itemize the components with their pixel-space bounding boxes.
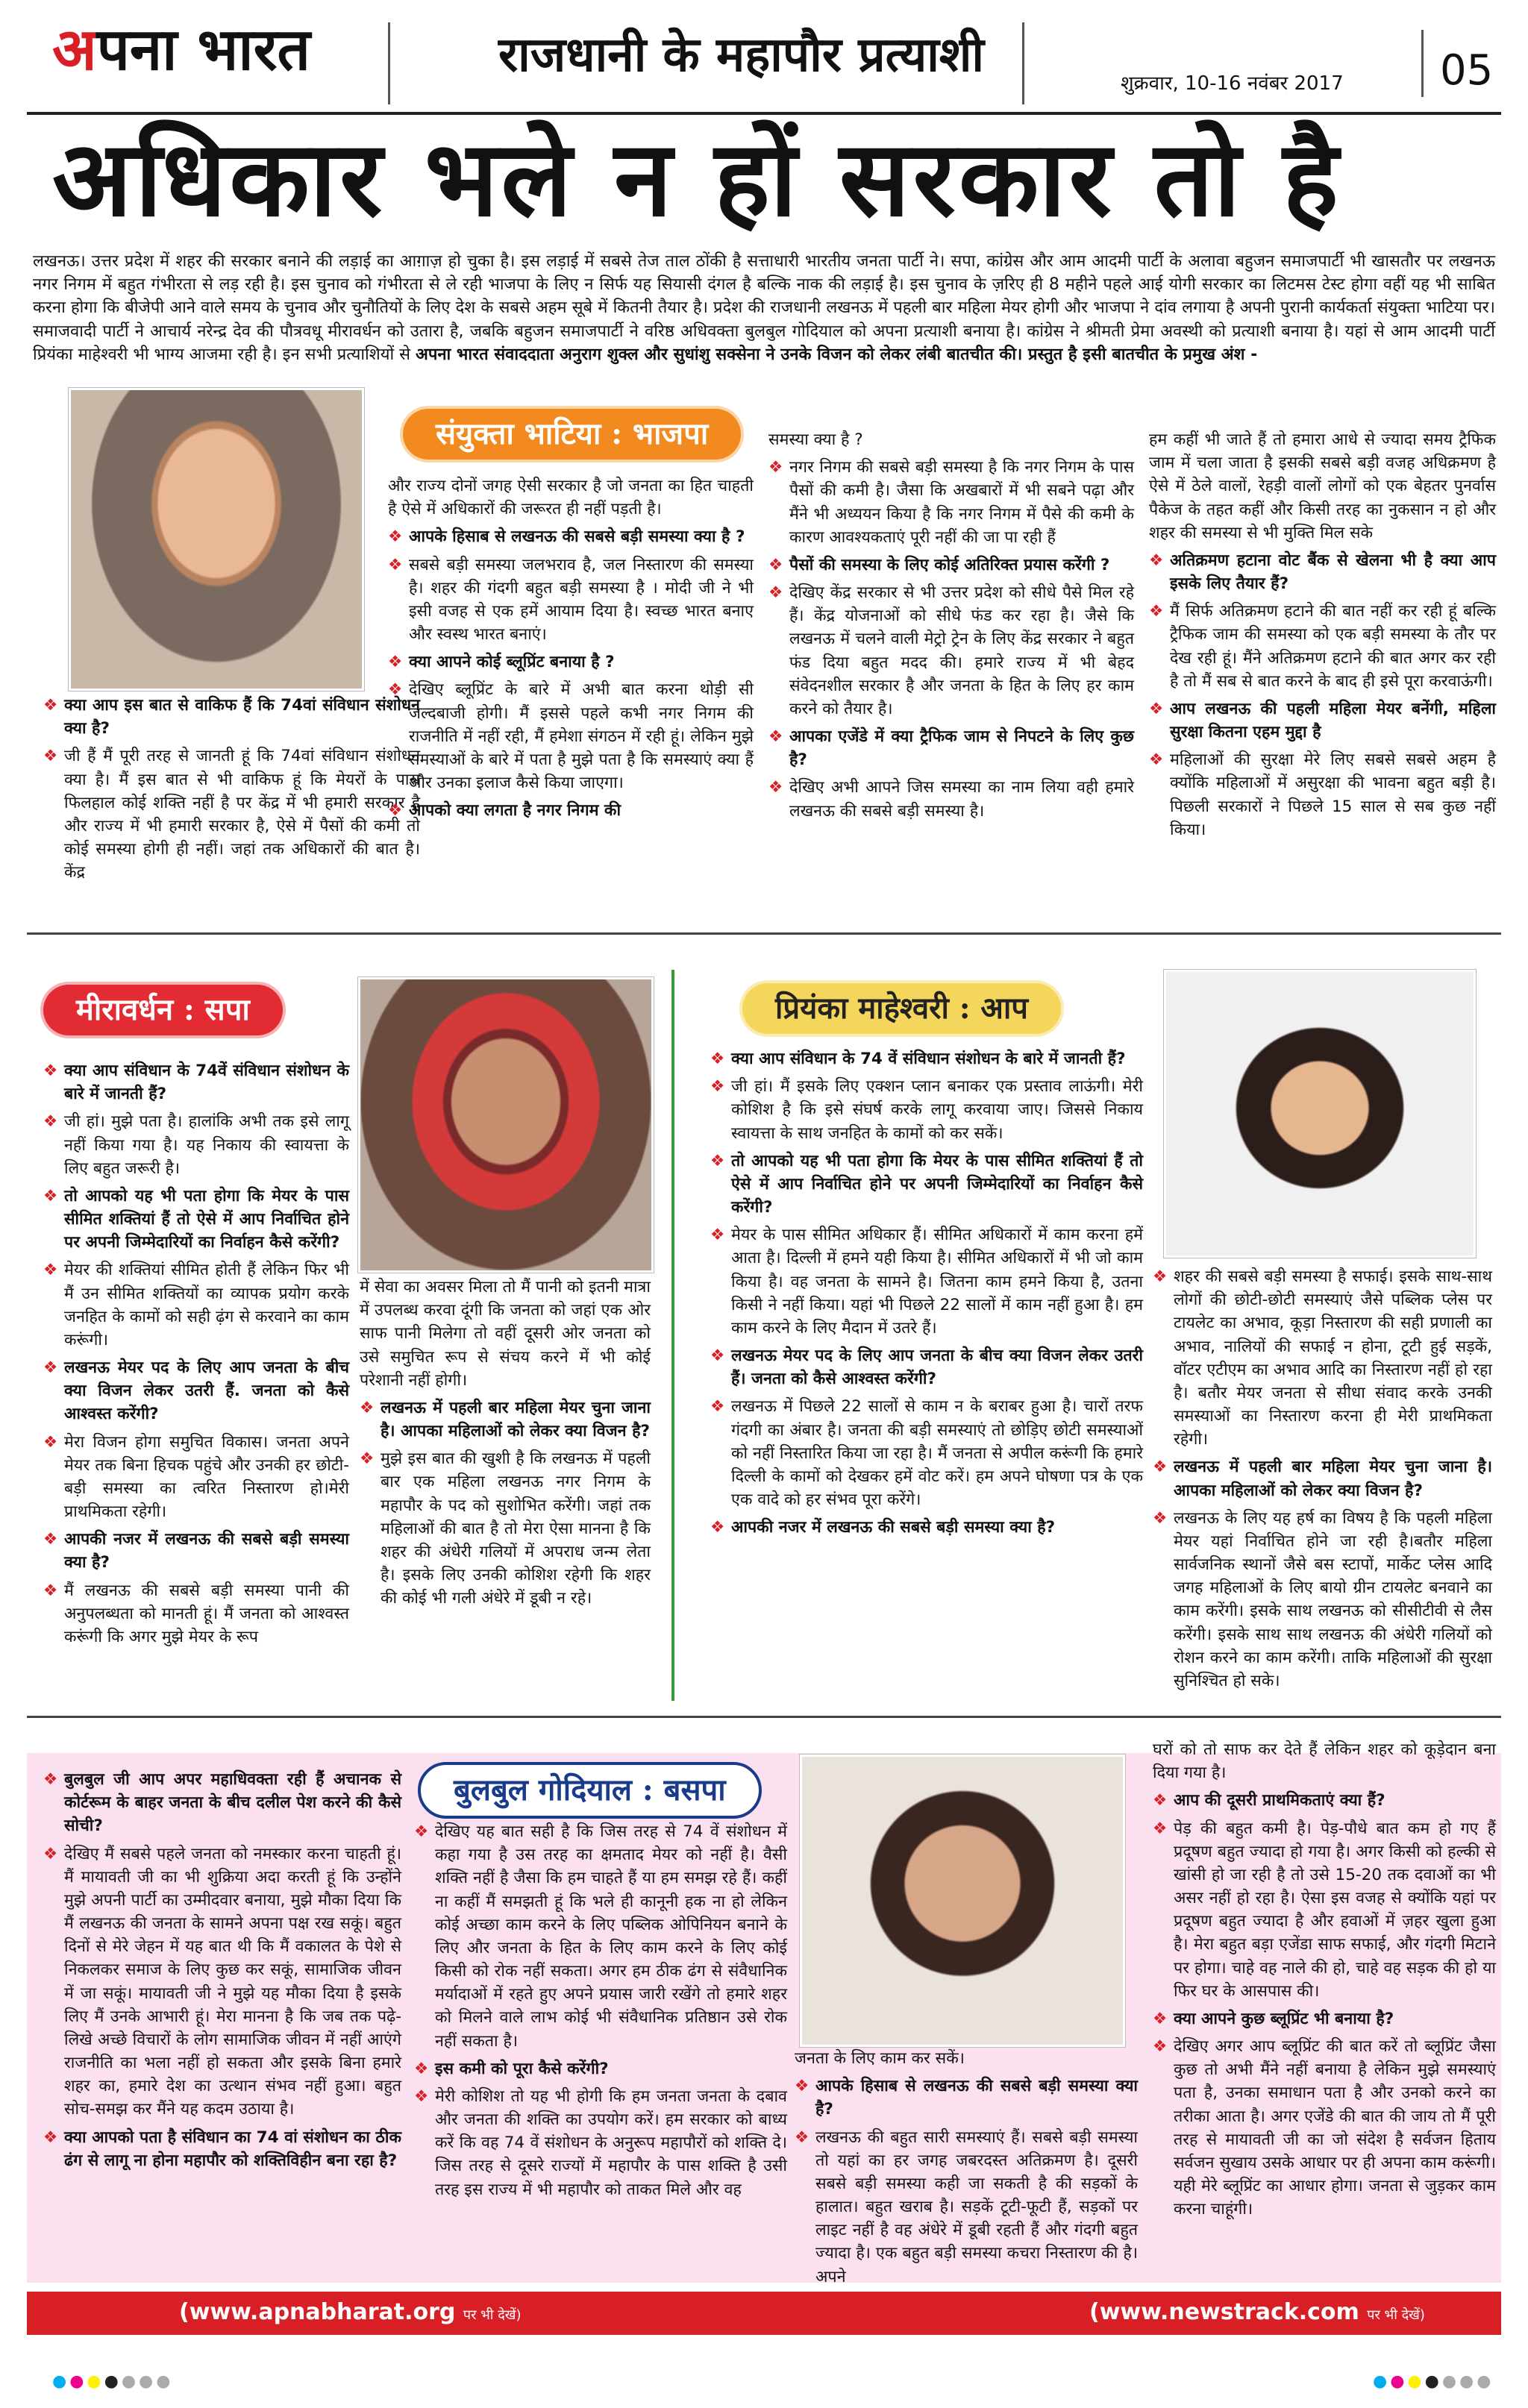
section4-col4: [1153, 1738, 1496, 2225]
interview-question: ❖ आप लखनऊ की पहली महिला मेयर बनेंगी, महिला सुरक्षा कितना एहम मुद्दा है: [1149, 697, 1496, 744]
interview-question: ❖ तो आपको यह भी पता होगा कि मेयर के पास सीमित शक्तियां हैं तो ऐसे में आप निर्वाचित होने पर अपनी जिम्मेदारियों का निर्वाहन कैसे करेंगी?: [43, 1185, 349, 1255]
candidate-photo-priyanka-maheshwari: [1164, 970, 1476, 1258]
section-divider: [27, 1716, 1501, 1718]
interview-answer: ❖ देखिए यह बात सही है कि जिस तरह से 74 वें संशोधन में कहा गया है उस तरह का क्षमताद मेयर को नहीं है। वैसी शक्ति नहीं है जैसा कि हम चाहते हैं या हम समझ रहे हैं। कहीं ना कहीं मैं समझती हूं कि भले ही कानूनी हक ना हो लेकिन कोई अच्छा काम करने के लिए पब्लिक ओपिनियन बनाने के लिए और जनता के हित के लिए काम करने के लिए कोई किसी को रोक नहीं सकता। अगर हम ठीक ढंग से संवैधानिक मर्यादाओं में रहते हुए अपने प्रयास जारी रखेंगे तो हमारे शहर को मिलने वाले लाभ कोई भी संवैधानिक प्रतिष्ठान उसे रोक नहीं सकता है।: [414, 1820, 787, 2053]
interview-answer: ❖ देखिए मैं सबसे पहले जनता को नमस्कार करना चाहती हूं। मैं मायावती जी का भी शुक्रिया अदा करती हूं कि उन्होंने मुझे अपनी पार्टी का उम्मीदवार बनाया, मुझे मौका दिया कि मैं लखनऊ की जनता के सामने अपना पक्ष रख सकूं। बहुत दिनों से मेरे जेहन में यह बात थी कि मैं वकालत के पेशे से निकलकर समाज के लिए कुछ कर सकूं, सामाजिक जीवन में जा सकूं। मायावती जी ने मुझे यह मौका दिया है इसके लिए मैं उनके आभारी हूं। मेरा मानना है कि जब तक पढ़े-लिखे अच्छे विचारों के लोग सामाजिक जीवन में नहीं आएंगे राजनीति का भला नहीं हो सकता और इसके बिना हमारे शहर का, हमारे देश का उत्थान संभव नहीं हुआ। बहुत सोच-समझ कर मैंने यह कदम उठाया है।: [43, 1843, 401, 2122]
interview-answer: ❖ जी हैं मैं पूरी तरह से जानती हूं कि 74वां संविधान संशोधन क्या है। मैं इस बात से भी वाकिफ हूं कि मेयरों के पास फिलहाल कोई शक्ति नहीं है पर केंद्र में भी हमारी सरकार है और राज्य में भी हमारी सरकार है, ऐसे में पैसों की कमी तो कोई समस्या होगी ही नहीं। जहां तक अधिकारों की बात है। केंद्र: [43, 744, 420, 884]
interview-question: ❖ क्या आपने कोई ब्लूप्रिंट बनाया है ?: [388, 650, 754, 674]
interview-answer: ❖ लखनऊ की बहुत सारी समस्याएं हैं। सबसे बड़ी समस्या तो यहां का हर जगह जबरदस्त अतिक्रमण है। दूसरी सबसे बड़ी समस्या कही जा सकती है की सड़कों के हालात। बहुत खराब है। सड़कें टूटी-फूटी हैं, सड़कों पर लाइट नहीं है वह अंधेरे में डूबी रहती हैं और गंदगी बहुत ज्यादा है। एक बहुत बड़ी समस्या कचरा निस्तारण की है। अपने: [795, 2126, 1138, 2289]
interview-answer: ❖ देखिए केंद्र सरकार से भी उत्तर प्रदेश को सीधे पैसे मिल रहे हैं। केंद्र योजनाओं को सीधे फंड कर रहा है। जैसे कि लखनऊ में चलने वाली मेट्रो ट्रेन के लिए केंद्र सरकार ने बहुत फंड दिया बहुत मदद की। हमारे राज्य में भी बेहद संवेदनशील सरकार है और जनता के हित के लिए हर काम करने को तैयार है।: [768, 581, 1134, 721]
interview-answer: ❖ जी हां। मैं इसके लिए एक्शन प्लान बनाकर एक प्रस्ताव लाऊंगी। मेरी कोशिश है कि इसे संघर्ष करके लागू करवाया जाए। जिससे निकाय स्वायत्ता के साथ जनहित के कामों को कर सकें।: [710, 1075, 1143, 1145]
interview-question: ❖ क्या आपको पता है संविधान का 74 वां संशोधन का ठीक ढंग से लागू ना होना महापौर को शक्तिविहीन बना रहा है?: [43, 2126, 401, 2172]
interview-question: ❖ लखनऊ मेयर पद के लिए आप जनता के बीच क्या विजन लेकर उतरी हैं. जनता को कैसे आश्वस्त करेंगी?: [43, 1356, 349, 1426]
interview-answer: ❖ लखनऊ में पिछले 22 सालों से काम न के बराबर हुआ है। चारों तरफ गंदगी का अंबार है। जनता की बड़ी समस्याएं तो छोड़िए छोटी समस्याओं को नहीं निस्तारित किया जा रहा है। मैं जनता से अपील करूंगी कि हमारे दिल्ली के कामों को देखकर हमें वोट करें। हम अपने घोषणा पत्र के एक एक वादे को हर संभव पूरा करेंगे।: [710, 1395, 1143, 1511]
interview-answer: ❖ मुझे इस बात की खुशी है कि लखनऊ में पहली बार एक महिला लखनऊ नगर निगम के महापौर के पद को सुशोभित करेंगी। जहां तक महिलाओं की बात है तो मेरा ऐसा मानना है कि शहर की अंधेरी गलियों में अपराध जन्म लेता है। इसके लिए उनकी कोशिश रहेगी कि शहर की कोई भी गली अंधेरे में डूबी न रहे।: [360, 1447, 651, 1610]
interview-question: ❖ क्या आप संविधान के 74वें संविधान संशोधन के बारे में जानती हैं?: [43, 1059, 349, 1106]
section2-col2: [360, 1276, 651, 1614]
interview-question: ❖ क्या आपने कुछ ब्लूप्रिंट भी बनाया है?: [1153, 2007, 1496, 2031]
intro-text: लखनऊ। उत्तर प्रदेश में शहर की सरकार बनाने की लड़ाई का आग़ाज़ हो चुका है। इस लड़ाई में सबसे तेज ताल ठोंकी है सत्ताधारी भारतीय जनता पार्टी ने। सपा, कांग्रेस और आम आदमी पार्टी के अलावा बहुजन समाजपार्टी भी खासतौर पर लखनऊ नगर निगम में बहुत गंभीरता से लड़ रही है। इस चुनाव को गंभीरता से ले रही भाजपा के लिए न सिर्फ यह सियासी दंगल है बल्कि नाक की लड़ाई है। इस चुनाव के ज़रिए ही 8 महीने पहले आई योगी सरकार का लिटमस टेस्ट होगा वहीं यह भी साबित करना होगा कि बीजेपी आने वाले समय के चुनाव और चुनौतियों के लिए देश के सबसे अहम सूबे में कितनी तैयार है। प्रदेश की राजधानी लखनऊ में पहली बार महिला मेयर होगी और भाजपा ने दांव लगाया है अपनी पुरानी कार्यकर्ता संयुक्ता भाटिया पर। समाजवादी पार्टी ने आचार्य नरेन्द्र देव की पौत्रवधू मीरावर्धन को उतारा है, जबकि बहुजन समाजपार्टी ने वरिष्ठ अधिवक्ता बुलबुल गोदियाल को अपना प्रत्याशी बनाया है। कांग्रेस ने श्रीमती प्रेमा अवस्थी को प्रत्याशी बनाया है। यहां से आम आदमी पार्टी प्रियंका माहेश्वरी भी भाग्य आजमा रही है। इन सभी प्रत्याशियों से: [33, 252, 1495, 364]
candidate-photo-meera-vardhan: [358, 977, 654, 1273]
article-paragraph: समस्या क्या है ?: [768, 430, 863, 449]
issue-date: शुक्रवार, 10-16 नवंबर 2017: [1121, 72, 1344, 95]
masthead-divider: [1421, 30, 1424, 97]
section3-col2: [1153, 1265, 1492, 1697]
newspaper-logo: [52, 16, 310, 84]
candidate-photo-sanyukta-bhatia: [69, 388, 364, 691]
interview-question: ❖ आपके हिसाब से लखनऊ की सबसे बड़ी समस्या क्या है?: [795, 2075, 1138, 2121]
article-paragraph: हम कहीं भी जाते हैं तो हमारा आधे से ज्यादा समय ट्रैफिक जाम में चला जाता है इसकी सबसे बड़ी वजह अधिक्रमण है ऐसे में ठेले वालों, रेहड़ी वालों लोगों को एक बेहतर पुनर्वास पैकेज के तहत कहीं और किसी तरह का नुकसान न हो और शहर की समस्या से भी मुक्ति मिल सके: [1149, 430, 1496, 542]
print-registration-dots: ●●●●●●●: [52, 2372, 174, 2391]
section1-col2: [388, 474, 754, 827]
candidate-badge-bsp: बुलबुल गोदियाल : बसपा: [418, 1762, 762, 1819]
section2-col1: [43, 1059, 349, 1653]
interview-question: ❖ इस कमी को पूरा कैसे करेंगी?: [414, 2057, 787, 2081]
interview-question: ❖ लखनऊ में पहली बार महिला मेयर चुना जाना है। आपका महिलाओं को लेकर क्या विजन है?: [360, 1396, 651, 1443]
interview-answer: ❖ देखिए अगर आप ब्लूप्रिंट की बात करें तो ब्लूप्रिंट जैसा कुछ तो अभी मैंने नहीं बनाया है लेकिन मुझे समस्याएं पता है, उनका समाधान पता है और उनको करने का तरीका आता है। अगर एजेंडे की बात की जाय तो मैं पूरी तरह से मायावती जी का जो संदेश है सर्वजन हिताय सर्वजन सुखाय उसके आधार पर ही अपना काम करूंगी। यही मेरे ब्लूप्रिंट का आधार होगा। जनता से जुड़कर काम करना चाहूंगी।: [1153, 2035, 1496, 2221]
masthead-divider: [1022, 22, 1024, 104]
interview-question: ❖ आपकी नजर में लखनऊ की सबसे बड़ी समस्या क्या है?: [710, 1516, 1143, 1539]
interview-answer: ❖ मेरा विजन होगा समुचित विकास। जनता अपने मेयर तक बिना हिचक पहुंचे और उनकी हर छोटी-बड़ी समस्या का त्वरित निस्तारण हो।मेरी प्राथमिकता रहेगी।: [43, 1431, 349, 1524]
main-headline: अधिकार भले न हों सरकार तो है: [52, 118, 1341, 240]
interview-answer: ❖ मेरी कोशिश तो यह भी होगी कि हम जनता जनता के दबाव और जनता की शक्ति का उपयोग करें। हम सरकार को बाध्य करें कि वह 74 वें संशोधन के अनुरूप महापौरों को शक्ति दे। जिस तरह से दूसरे राज्यों में महापौर के पास शक्ति है उसी तरह इस राज्य में भी महापौर को ताकत मिले और वह: [414, 2085, 787, 2201]
footer-website-left[interactable]: [179, 2299, 522, 2325]
interview-question: ❖ आपको क्या लगता है नगर निगम की: [388, 799, 754, 822]
interview-answer: ❖ देखिए अभी आपने जिस समस्या का नाम लिया वही हमारे लखनऊ की सबसे बड़ी समस्या है।: [768, 776, 1134, 822]
article-paragraph: और राज्य दोनों जगह ऐसी सरकार है जो जनता का हित चाहती है ऐसे में अधिकारों की जरूरत ही नहीं पड़ती है।: [388, 477, 754, 519]
masthead-divider: [388, 22, 390, 104]
interview-question: ❖ आपके हिसाब से लखनऊ की सबसे बड़ी समस्या क्या है ?: [388, 525, 754, 548]
intro-credit: अपना भारत संवाददाता अनुराग शुक्ल और सुधांशु सक्सेना ने उनके विजन को लेकर लंबी बातचीत की। प्रस्तुत है इसी बातचीत के प्रमुख अंश -: [416, 345, 1258, 364]
interview-question: ❖ लखनऊ में पहली बार महिला मेयर चुना जाना है। आपका महिलाओं को लेकर क्या विजन है?: [1153, 1455, 1492, 1502]
candidate-badge-aap: प्रियंका माहेश्वरी : आप: [742, 983, 1061, 1034]
section1-col3: [768, 428, 1134, 827]
logo-rest: पना भारत: [96, 16, 310, 84]
page-number: 05: [1440, 46, 1494, 95]
footer-left-suffix: पर भी देखें): [463, 2307, 522, 2323]
section4-col1: [43, 1768, 401, 2177]
interview-answer: ❖ पेड़ की बहुत कमी है। पेड़-पौधे बात कम हो गए हैं प्रदूषण बहुत ज्यादा हो गया है। अगर किसी को हल्की से खांसी हो जा रही है तो उसे 15-20 तक दवाओं का भी असर नहीं हो रहा है। ऐसा इस वजह से क्योंकि यहां पर प्रदूषण बहुत ज्यादा है और हवाओं में ज़हर खुला हुआ है। मेरा बहुत बड़ा एजेंडा साफ सफाई, और गंदगी मिटाने पर होगा। चाहे वह नाले की हो, चाहे वह सड़क की हो या फिर घर के आसपास की।: [1153, 1817, 1496, 2003]
section4-col2: [414, 1820, 787, 2206]
interview-question: ❖ लखनऊ मेयर पद के लिए आप जनता के बीच क्या विजन लेकर उतरी हैं। जनता को कैसे आश्वस्त करेंगी?: [710, 1344, 1143, 1390]
interview-question: ❖ तो आपको यह भी पता होगा कि मेयर के पास सीमित शक्तियां हैं तो ऐसे में आप निर्वाचित होने पर अपनी जिम्मेदारियों का निर्वाहन कैसे करेंगी?: [710, 1150, 1143, 1220]
article-paragraph: में सेवा का अवसर मिला तो मैं पानी को इतनी मात्रा में उपलब्ध करवा दूंगी कि जनता को जहां एक ओर साफ पानी मिलेगा तो वहीं दूसरी ओर जनता को उसे समुचित रूप से संचय करने में भी कोई परेशानी नहीं होगी।: [360, 1278, 651, 1390]
interview-question: ❖ अतिक्रमण हटाना वोट बैंक से खेलना भी है क्या आप इसके लिए तैयार हैं?: [1149, 549, 1496, 595]
footer-right-suffix: पर भी देखें): [1367, 2307, 1425, 2323]
section-divider: [27, 932, 1501, 935]
interview-answer: ❖ जी हां। मुझे पता है। हालांकि अभी तक इसे लागू नहीं किया गया है। यह निकाय की स्वायत्ता के लिए बहुत जरूरी है।: [43, 1110, 349, 1180]
column-divider: [671, 970, 674, 1701]
article-paragraph: जनता के लिए काम कर सकें।: [795, 2049, 965, 2068]
candidate-badge-bjp: संयुक्ता भाटिया : भाजपा: [403, 409, 741, 460]
interview-question: ❖ क्या आप संविधान के 74 वें संविधान संशोधन के बारे में जानती हैं?: [710, 1047, 1143, 1070]
interview-question: ❖ पैसों की समस्या के लिए कोई अतिरिक्त प्रयास करेंगी ?: [768, 554, 1134, 577]
intro-paragraph: [33, 250, 1495, 366]
footer-left-url[interactable]: (www.apnabharat.org: [179, 2299, 456, 2325]
footer-website-right[interactable]: [1089, 2299, 1425, 2325]
interview-answer: ❖ शहर की सबसे बड़ी समस्या है सफाई। इसके साथ-साथ लोगों की छोटी-छोटी समस्याएं जैसे पब्लिक प्लेस पर टायलेट का अभाव, कूड़ा निस्तारण की सही प्रणाली का अभाव, नालियों की सफाई न होना, टूटी हुई सड़कें, वॉटर एटीएम का अभाव आदि का निस्तारण नहीं हो रहा है। बतौर मेयर जनता से सीधा संवाद करके उनकी समस्याओं का निस्तारण करना ही मेरी प्राथमिकता रहेगी।: [1153, 1265, 1492, 1451]
interview-answer: ❖ मेयर की शक्तियां सीमित होती हैं लेकिन फिर भी मैं उन सीमित शक्तियों का व्यापक प्रयोग करके जनहित के कामों को सही ढ़ंग से करवाने का काम करूंगी।: [43, 1258, 349, 1352]
interview-answer: ❖ लखनऊ के लिए यह हर्ष का विषय है कि पहली महिला मेयर यहां निर्वाचित होने जा रही है।बतौर महिला सार्वजनिक स्थानों जैसे बस स्टापों, मार्केट प्लेस आदि जगह महिलाओं के लिए बायो ग्रीन टायलेट बनवाने का काम करेंगी। इसके साथ लखनऊ को सीसीटीवी से लैस करेंगी। इसके साथ साथ लखनऊ की अंधेरी गलियों को रोशन करने का काम करेंगी। ताकि महिलाओं की सुरक्षा सुनिश्चित हो सके।: [1153, 1507, 1492, 1693]
footer-right-url[interactable]: (www.newstrack.com: [1089, 2299, 1359, 2325]
interview-answer: ❖ नगर निगम की सबसे बड़ी समस्या है कि नगर निगम के पास पैसों की कमी है। जैसा कि अखबारों में भी सबने पढ़ा और मैंने भी अध्ययन किया है कि नगर निगम में पैसे की कमी के कारण आवश्यकताएं पूरी नहीं की जा पा रही हैं: [768, 456, 1134, 549]
print-registration-dots: ●●●●●●●: [1373, 2372, 1494, 2391]
section1-col1: [43, 694, 420, 888]
section-title: राजधानी के महापौर प्रत्याशी: [498, 27, 984, 83]
article-paragraph: घरों को तो साफ कर देते हैं लेकिन शहर को कूड़ेदान बना दिया गया है।: [1153, 1740, 1496, 1783]
section3-col1: [710, 1047, 1143, 1543]
interview-answer: ❖ मैं लखनऊ की सबसे बड़ी समस्या पानी की अनुपलब्धता को मानती हूं। मैं जनता को आश्वस्त करूंगी कि अगर मुझे मेयर के रूप: [43, 1579, 349, 1649]
interview-question: ❖ आप की दूसरी प्राथमिकताएं क्या हैं?: [1153, 1789, 1496, 1812]
interview-question: ❖ आपकी नजर में लखनऊ की सबसे बड़ी समस्या क्या है?: [43, 1528, 349, 1574]
interview-question: ❖ बुलबुल जी आप अपर महाधिवक्ता रही हैं अचानक से कोर्टरूम के बाहर जनता के बीच दलील पेश करने की कैसे सोची?: [43, 1768, 401, 1838]
section1-col4: [1149, 428, 1496, 846]
masthead-rule: [27, 112, 1501, 115]
logo-initial: अ: [52, 16, 97, 84]
candidate-badge-sp: मीरावर्धन : सपा: [43, 985, 283, 1035]
candidate-photo-bulbul-godiyal: [800, 1755, 1125, 2047]
interview-question: ❖ क्या आप इस बात से वाकिफ हैं कि 74वां संविधान संशोधन क्या है?: [43, 694, 420, 740]
interview-question: ❖ आपका एजेंडे में क्या ट्रैफिक जाम से निपटने के लिए कुछ है?: [768, 725, 1134, 771]
section4-col3: [795, 2047, 1138, 2293]
interview-answer: ❖ देखिए ब्लूप्रिंट के बारे में अभी बात करना थोड़ी सी जल्दबाजी होगी। मैं इससे पहले कभी नगर निगम की राजनीति में नहीं रही, मैं हमेशा संगठन में रही हूं। लेकिन मुझे समस्याओं के बारे में पता है मुझे पता है कि समस्याएं क्या हैं और उनका इलाज कैसे किया जाएगा।: [388, 678, 754, 794]
interview-answer: ❖ महिलाओं की सुरक्षा मेरे लिए सबसे सबसे अहम है क्योंकि महिलाओं में असुरक्षा की भावना बहुत बड़ी है। पिछली सरकारों ने पिछले 15 साल से सब कुछ नहीं किया।: [1149, 748, 1496, 841]
interview-answer: ❖ मैं सिर्फ अतिक्रमण हटाने की बात नहीं कर रही हूं बल्कि ट्रैफिक जाम की समस्या को एक बड़ी समस्या के तौर पर देख रही हूं। मैंने अतिक्रमण हटाने की बात अगर कर रही है तो मैं सब से बात करने के बाद ही इसे पूरा करवाऊंगी।: [1149, 600, 1496, 693]
interview-answer: ❖ सबसे बड़ी समस्या जलभराव है, जल निस्तारण की समस्या है। शहर की गंदगी बहुत बड़ी समस्या है । मोदी जी ने भी इसी वजह से एक हमें आयाम दिया है। स्वच्छ भारत बनाए और स्वस्थ भारत बनाएं।: [388, 554, 754, 647]
interview-answer: ❖ मेयर के पास सीमित अधिकार हैं। सीमित अधिकारों में काम करना हमें आता है। दिल्ली में हमने यही किया है। सीमित अधिकारों में भी जो काम किया है। वह जनता के सामने है। जितना काम हमने किया है, उतना किसी ने नहीं किया। यहां भी पिछले 22 सालों में काम नहीं हुआ है। हम काम करने के लिए मैदान में उतरे हैं।: [710, 1223, 1143, 1340]
